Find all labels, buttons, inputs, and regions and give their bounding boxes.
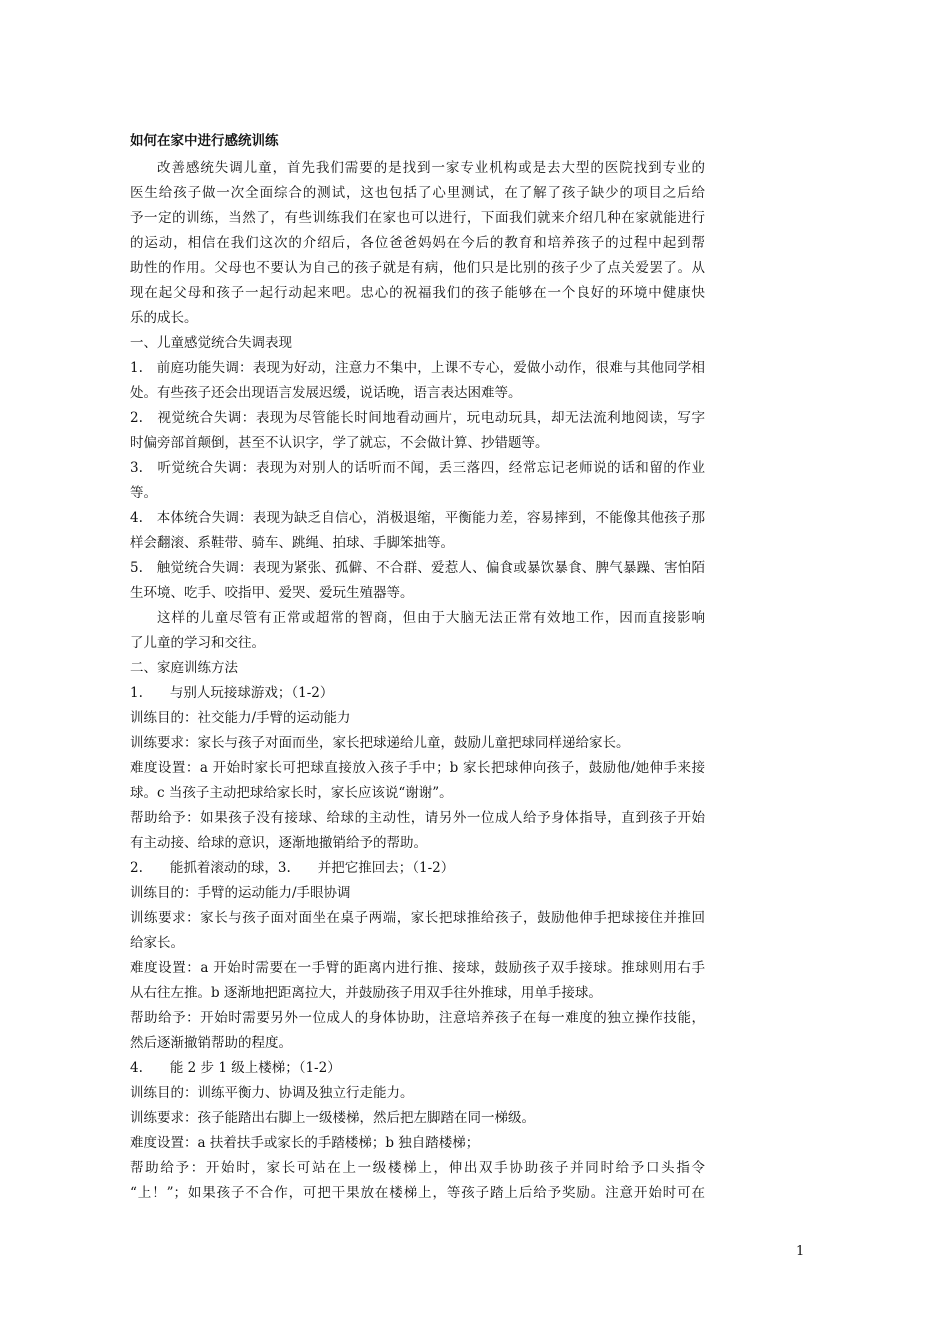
text-line: “上！”；如果孩子不合作，可把干果放在楼梯上，等孩子踏上后给予奖励。注意开始时可在: [130, 1185, 705, 1201]
text-line: 改善感统失调儿童，首先我们需要的是找到一家专业机构或是去大型的医院找到专业的: [157, 160, 705, 176]
text-line: 球。c 当孩子主动把球给家长时，家长应该说“谢谢”。: [130, 785, 453, 801]
page-title: 如何在家中进行感统训练: [130, 133, 279, 149]
text-line: 帮助给予：如果孩子没有接球、给球的主动性，请另外一位成人给予身体指导，直到孩子开始: [130, 810, 705, 826]
text-line: 训练目的：社交能力/手臂的运动能力: [130, 710, 351, 726]
text-line: 3. 听觉统合失调：表现为对别人的话听而不闻，丢三落四，经常忘记老师说的话和留的作业: [130, 460, 705, 476]
text-line: 一、儿童感觉统合失调表现: [130, 335, 292, 351]
text-line: 现在起父母和孩子一起行动起来吧。忠心的祝福我们的孩子能够在一个良好的环境中健康快: [130, 285, 705, 301]
text-line: 予一定的训练，当然了，有些训练我们在家也可以进行，下面我们就来介绍几种在家就能进行: [130, 210, 705, 226]
text-line: 5. 触觉统合失调：表现为紧张、孤僻、不合群、爱惹人、偏食或暴饮暴食、脾气暴躁、害怕陌: [130, 560, 705, 576]
text-line: 助性的作用。父母也不要认为自己的孩子就是有病，他们只是比别的孩子少了点关爱罢了。从: [130, 260, 705, 276]
text-line: 难度设置：a 开始时家长可把球直接放入孩子手中；b 家长把球伸向孩子，鼓励他/她伸手来接: [130, 760, 705, 776]
text-line: 二、家庭训练方法: [130, 660, 238, 676]
text-line: 难度设置：a 开始时需要在一手臂的距离内进行推、接球，鼓励孩子双手接球。推球则用右手: [130, 960, 705, 976]
text-line: 4. 本体统合失调：表现为缺乏自信心，消极退缩，平衡能力差，容易摔到，不能像其他孩子那: [130, 510, 705, 526]
text-line: 训练要求：孩子能踏出右脚上一级楼梯，然后把左脚踏在同一梯级。: [130, 1110, 535, 1126]
text-line: 帮助给予：开始时，家长可站在上一级楼梯上，伸出双手协助孩子并同时给予口头指令: [130, 1160, 705, 1176]
text-line: 训练目的：手臂的运动能力/手眼协调: [130, 885, 351, 901]
text-line: 样会翻滚、系鞋带、骑车、跳绳、拍球、手脚笨拙等。: [130, 535, 454, 551]
text-line: 时偏旁部首颠倒，甚至不认识字，学了就忘，不会做计算、抄错题等。: [130, 435, 549, 451]
text-line: 2. 能抓着滚动的球，3. 并把它推回去；（1-2）: [130, 860, 455, 876]
text-line: 生环境、吃手、咬指甲、爱哭、爱玩生殖器等。: [130, 585, 414, 601]
text-line: 1. 前庭功能失调：表现为好动，注意力不集中，上课不专心，爱做小动作，很难与其他同学相: [130, 360, 705, 376]
text-line: 训练目的：训练平衡力、协调及独立行走能力。: [130, 1085, 414, 1101]
text-line: 有主动接、给球的意识，逐渐地撤销给予的帮助。: [130, 835, 427, 851]
text-line: 这样的儿童尽管有正常或超常的智商，但由于大脑无法正常有效地工作，因而直接影响: [157, 610, 705, 626]
text-line: 的运动，相信在我们这次的介绍后，各位爸爸妈妈在今后的教育和培养孩子的过程中起到帮: [130, 235, 705, 251]
text-line: 训练要求：家长与孩子面对面坐在桌子两端，家长把球推给孩子，鼓励他伸手把球接住并推回: [130, 910, 705, 926]
text-line: 等。: [130, 485, 157, 501]
body-text: [130, 156, 705, 1206]
text-line: 医生给孩子做一次全面综合的测试，这也包括了心里测试，在了解了孩子缺少的项目之后给: [130, 185, 705, 201]
text-line: 然后逐渐撤销帮助的程度。: [130, 1035, 292, 1051]
text-line: 难度设置：a 扶着扶手或家长的手踏楼梯；b 独自踏楼梯；: [130, 1135, 480, 1151]
text-line: 1. 与别人玩接球游戏；（1-2）: [130, 685, 334, 701]
text-line: 乐的成长。: [130, 310, 198, 326]
text-line: 了儿童的学习和交往。: [130, 635, 265, 651]
text-line: 训练要求：家长与孩子对面而坐，家长把球递给儿童，鼓励儿童把球同样递给家长。: [130, 735, 630, 751]
text-line: 从右往左推。b 逐渐地把距离拉大，并鼓励孩子用双手往外推球，用单手接球。: [130, 985, 602, 1001]
text-line: 帮助给予：开始时需要另外一位成人的身体协助，注意培养孩子在每一难度的独立操作技能，: [130, 1010, 705, 1026]
text-line: 2. 视觉统合失调：表现为尽管能长时间地看动画片，玩电动玩具，却无法流利地阅读，写字: [130, 410, 705, 426]
text-line: 4. 能 2 步 1 级上楼梯；（1-2）: [130, 1060, 341, 1076]
document-body: [130, 127, 705, 1206]
page-number: 1: [796, 1244, 805, 1259]
text-line: 给家长。: [130, 935, 184, 951]
text-line: 处。有些孩子还会出现语言发展迟缓，说话晚，语言表达困难等。: [130, 385, 522, 401]
